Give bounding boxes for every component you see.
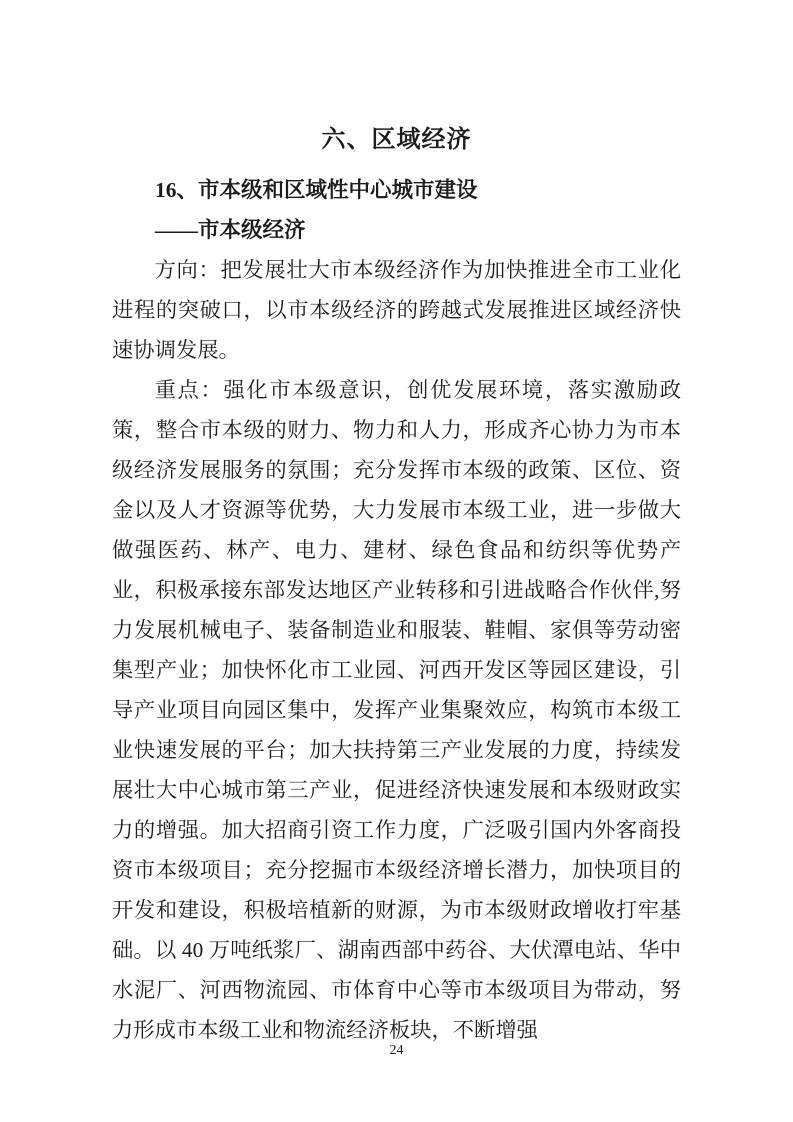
section-title: 六、区域经济 [321, 126, 472, 153]
topic-subheading: ——市本级经济 [155, 218, 306, 242]
paragraph-priorities: 重点：强化市本级意识，创优发展环境，落实激励政策，整合市本级的财力、物力和人力，形成齐心协力为市本级经济发展服务的氛围；充分发挥市本级的政策、区位、资金以及人才资源等优势，大力发展市本级工业，进一步做大做强医药、林产、电力、建材、绿色食品和纺织等优势产业，积极承接东部发达地区产业转移和引进战略合作伙伴,努力发展机械电子、装备制造业和服装、鞋帽、家俱等劳动密集型产业；加快怀化市工业园、河西开发区等园区建设，引导产业项目向园区集中，发挥产业集聚效应，构筑市本级工业快速发展的平台；加大扶持第三产业发展的力度，持续发展壮大中心城市第三产业，促进经济快速发展和本级财政实力的增强。加大招商引资工作力度，广泛吸引国内外客商投资市本级项目；充分挖掘市本级经济增长潜力，加快项目的开发和建设，积极培植新的财源，为市本级财政增收打牢基础。以 40 万吨纸浆厂、湖南西部中药谷、大伏潭电站、华中水泥厂、河西物流园、市体育中心等市本级项目为带动，努力形成市本级工业和物流经济板块，不断增强 [112, 378, 681, 1042]
page-number: 24 [389, 1043, 404, 1058]
chapter-heading: 16、市本级和区域性中心城市建设 [155, 178, 478, 202]
paragraph-direction: 方向：把发展壮大市本级经济作为加快推进全市工业化进程的突破口，以市本级经济的跨越式发展推进区域经济快速协调发展。 [112, 258, 681, 362]
